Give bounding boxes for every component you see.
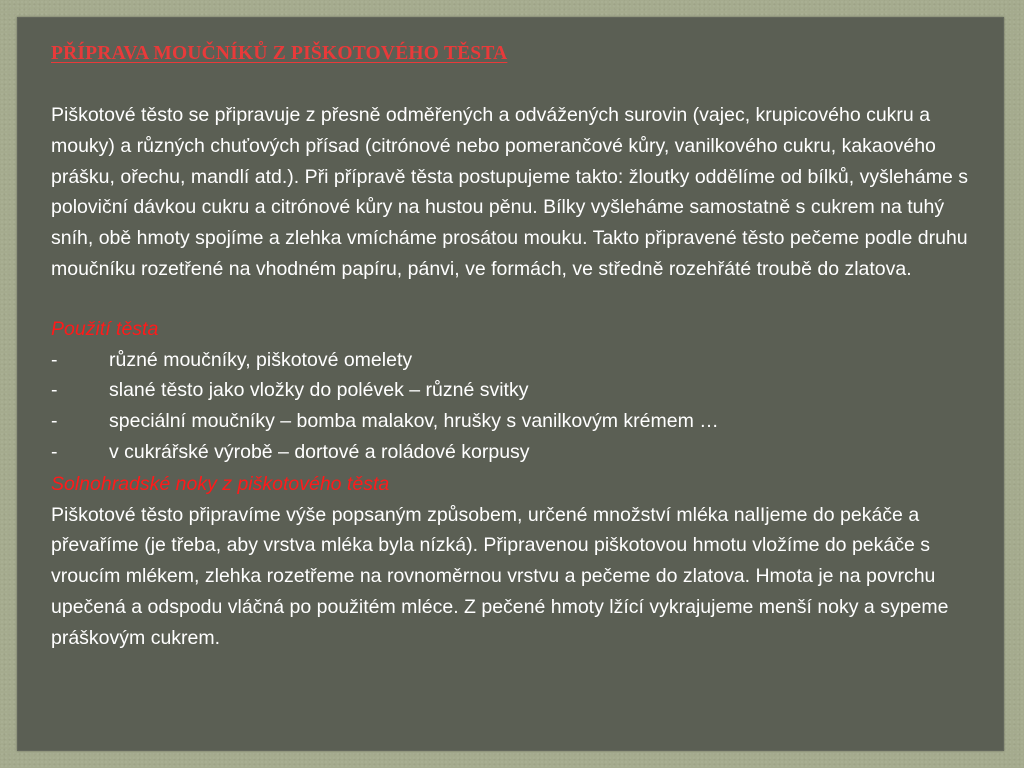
- intro-paragraph: Piškotové těsto se připravuje z přesně odměřených a odvážených surovin (vajec, krupicového cukru a mouky) a různých chuťových přísad (citrónové nebo pomerančové kůry, vanilkového cukru, kakaového prášku, ořechu, mandlí atd.). Při přípravě těsta postupujeme takto: žloutky oddělíme od bílků, vyšleháme s poloviční dávkou cukru a citrónové kůry na hustou pěnu. Bílky vyšleháme samostatně s cukrem na tuhý sníh, obě hmoty spojíme a zlehka vmícháme prosátou mouku. Takto připravené těsto pečeme podle druhu moučníku rozetřené na vhodném papíru, pánvi, ve formách, ve středně rozehřáté troubě do zlatova.: [51, 104, 968, 280]
- list-item-text: v cukrářské výrobě – dortové a roládové korpusy: [109, 440, 530, 463]
- list-item: [51, 437, 968, 468]
- list-item: [51, 345, 968, 376]
- list-bullet: -: [51, 410, 58, 433]
- list-bullet: -: [51, 379, 58, 402]
- usage-list: [51, 345, 968, 468]
- list-item: [51, 375, 968, 406]
- list-item: [51, 406, 968, 437]
- slide-content-panel: [17, 17, 1004, 751]
- list-item-text: speciální moučníky – bomba malakov, hrušky s vanilkovým krémem …: [109, 410, 719, 433]
- list-item-text: slané těsto jako vložky do polévek – různé svitky: [109, 379, 529, 402]
- slide-title: PŘÍPRAVA MOUČNÍKŮ Z PIŠKOTOVÉHO TĚSTA: [51, 43, 508, 64]
- noky-paragraph: Piškotové těsto připravíme výše popsaným způsobem, určené množství mléka nalIjeme do pekáče a převaříme (je třeba, aby vrstva mléka byla nízká). Připravenou piškotovou hmotu vložíme do pekáče s vroucím mlékem, zlehka rozetřeme na rovnoměrnou vrstvu a pečeme do zlatova. Hmota je na povrchu upečená a odspodu vláčná po použitém mléce. Z pečené hmoty lžící vykrajujeme menší noky a sypeme práškovým cukrem.: [51, 503, 949, 649]
- list-item-text: různé moučníky, piškotové omelety: [109, 348, 413, 371]
- list-bullet: -: [51, 348, 58, 371]
- list-bullet: -: [51, 440, 58, 463]
- usage-heading: Použití těsta: [51, 317, 159, 340]
- noky-heading: Solnohradské noky z piškotového těsta: [51, 472, 390, 495]
